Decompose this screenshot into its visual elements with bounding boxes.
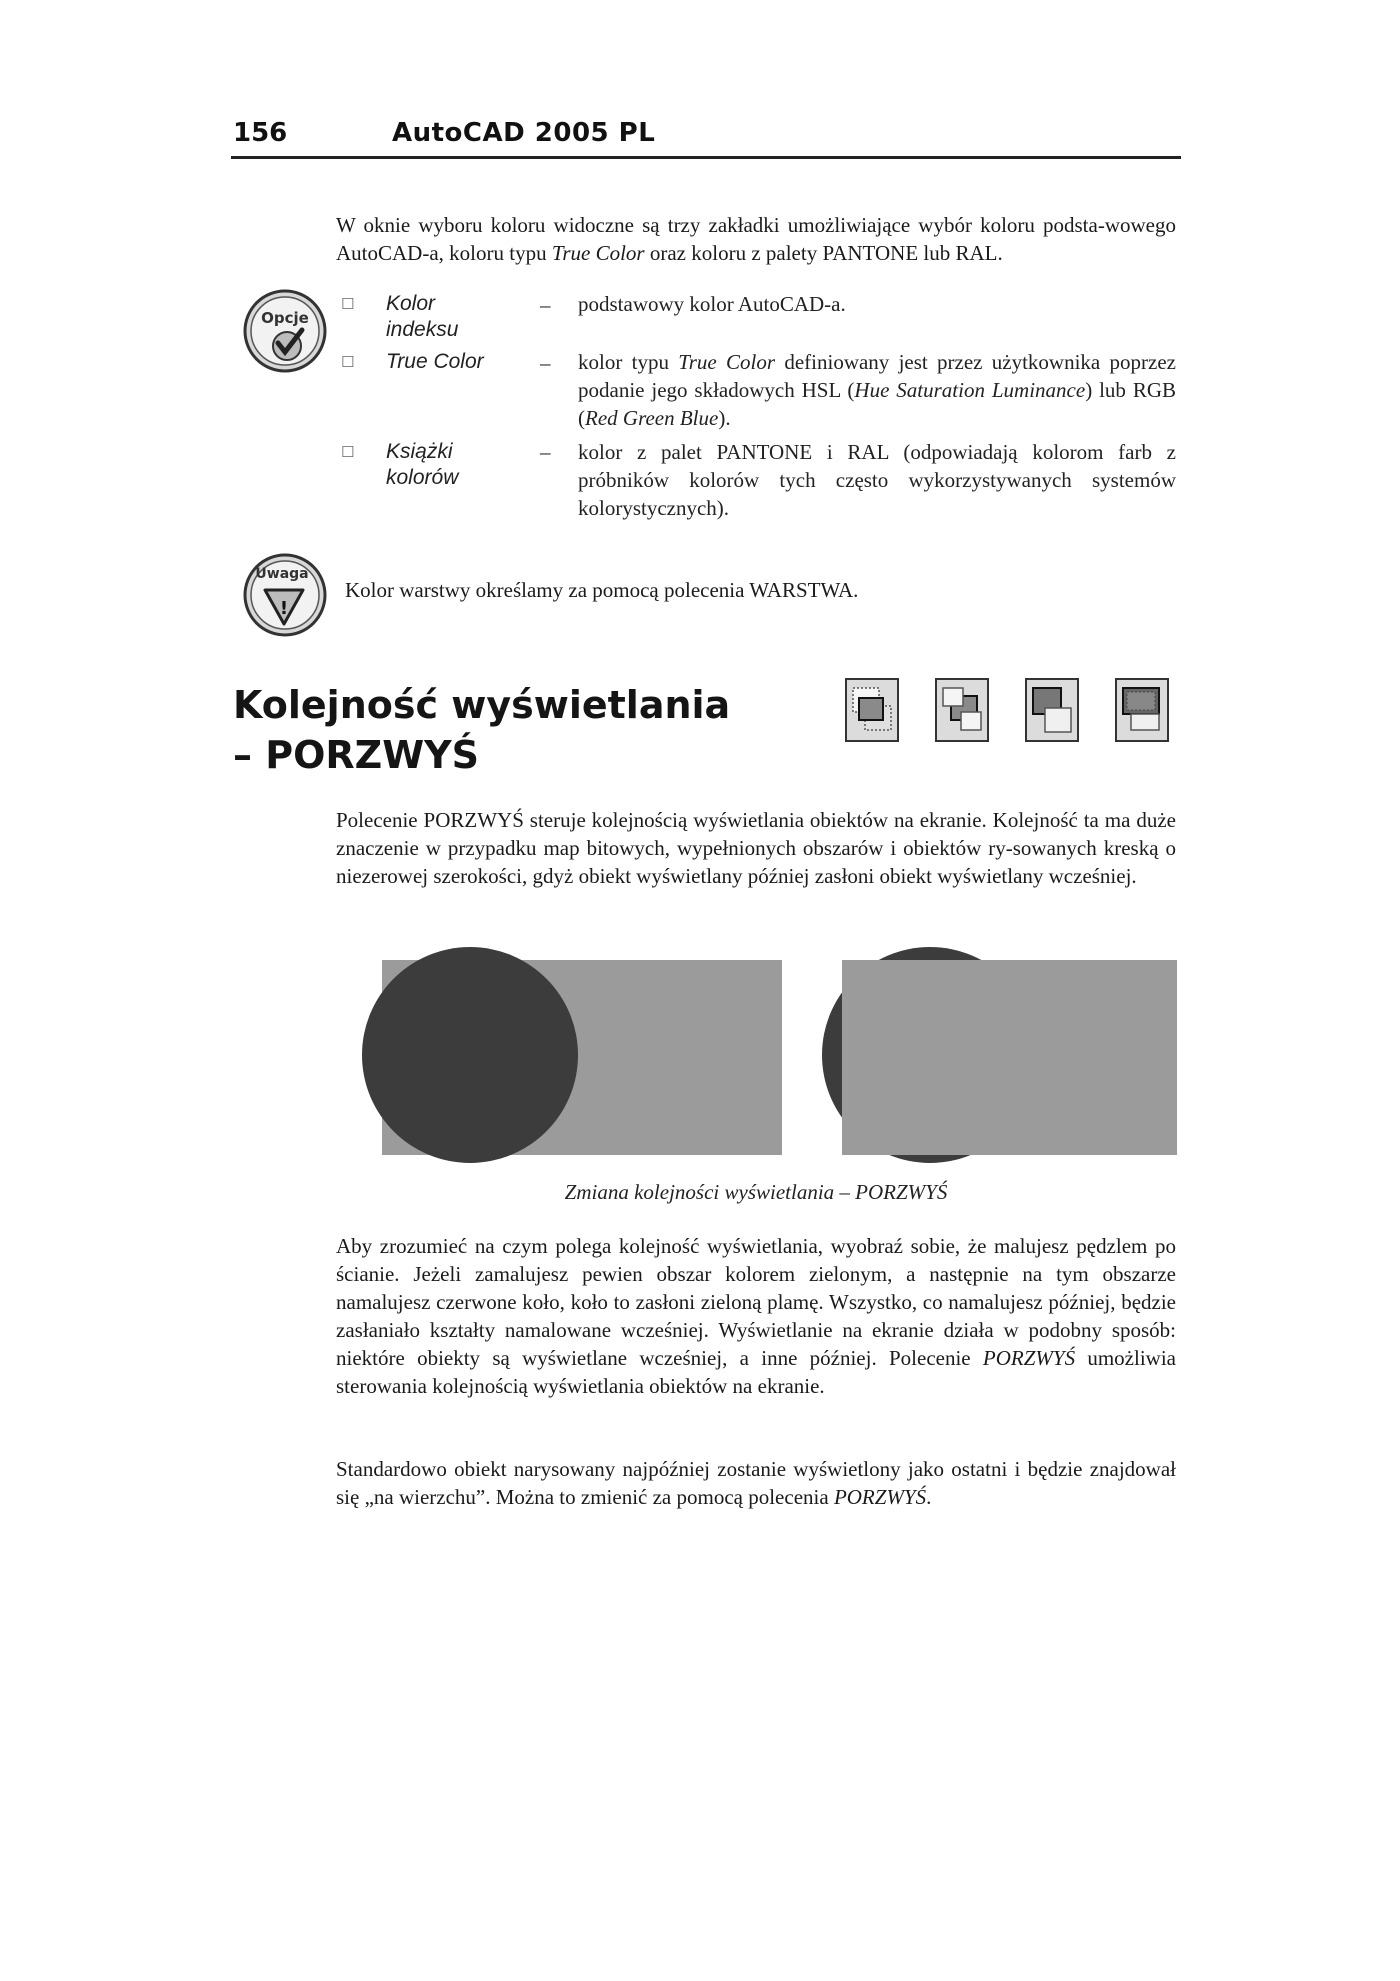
desc-text: ) lub RGB ( bbox=[578, 378, 1176, 430]
para-italic: PORZWYŚ bbox=[833, 1485, 927, 1509]
desc-text: kolor typu bbox=[578, 350, 679, 374]
intro-paragraph bbox=[336, 211, 1176, 267]
checkbox-icon: ☐ bbox=[341, 295, 355, 313]
para-text: umożliwia sterowania kolejnością wyświetlania obiektów na ekranie. bbox=[336, 1346, 1176, 1398]
draw-order-toolbar bbox=[845, 678, 1173, 748]
checkbox-icon: ☐ bbox=[341, 353, 355, 371]
checkbox-icon: ☐ bbox=[341, 443, 355, 461]
svg-text:Opcje: Opcje bbox=[261, 309, 309, 327]
options-badge-icon bbox=[242, 288, 328, 374]
circle-shape bbox=[362, 947, 578, 1163]
note-text: Kolor warstwy określamy za pomocą polecenia WARSTWA. bbox=[345, 578, 859, 602]
option-dash: – bbox=[540, 351, 551, 375]
option-term-color-books: Książki kolorów bbox=[386, 440, 459, 489]
intro-text: W oknie wyboru koloru widoczne są trzy zakładki umożliwiające wybór koloru podsta-wowego AutoCAD-a, koloru typu bbox=[336, 213, 1176, 265]
warning-badge-icon bbox=[242, 552, 328, 638]
paragraph-draw-order: Polecenie PORZWYŚ steruje kolejnością wyświetlania obiektów na ekranie. Kolejność ta ma duże znaczenie w przypadku map bitowych, wypełnionych obszarów i obiektów ry-sowanych kreską o niezerowej szerokości, gdyż obiekt wyświetlany później zasłoni obiekt wyświetlany wcześniej. bbox=[336, 808, 1176, 888]
desc-italic: Red Green Blue bbox=[585, 406, 719, 430]
header-rule bbox=[231, 156, 1181, 159]
paragraph-painting-analogy bbox=[336, 1232, 1176, 1400]
section-heading-line: Kolejność wyświetlania bbox=[233, 683, 731, 727]
option-term-color-index: Kolor indeksu bbox=[386, 292, 459, 341]
desc-italic: True Color bbox=[678, 350, 776, 374]
para-text: . bbox=[926, 1485, 932, 1509]
option-dash: – bbox=[540, 440, 551, 464]
option-desc-color-index: podstawowy kolor AutoCAD-a. bbox=[578, 292, 846, 316]
option-desc-true-color bbox=[578, 348, 1176, 432]
bring-above-objects-icon[interactable] bbox=[1025, 678, 1079, 742]
desc-italic: Hue Saturation Luminance bbox=[854, 378, 1086, 402]
para-text: Standardowo obiekt narysowany najpóźniej zostanie wyświetlony jako ostatni i będzie znajdował się „na wierzchu”. Można to zmienić za pomocą polecenia bbox=[336, 1457, 1176, 1509]
option-term-true-color: True Color bbox=[386, 350, 484, 373]
page-number: 156 bbox=[233, 118, 288, 148]
intro-italic: True Color bbox=[551, 241, 645, 265]
section-heading-line: – PORZWYŚ bbox=[233, 733, 479, 777]
para-italic: PORZWYŚ bbox=[982, 1346, 1076, 1370]
figure-caption: Zmiana kolejności wyświetlania – PORZWYŚ bbox=[564, 1180, 948, 1204]
desc-text: ). bbox=[718, 406, 731, 430]
para-text: Aby zrozumieć na czym polega kolejność wyświetlania, wyobraź sobie, że malujesz pędzlem po ścianie. Jeżeli zamalujesz pewien obszar kolorem zielonym, a następnie na tym obszarze namalujesz czerwone koło, koło to zasłoni zieloną plamę. Wszystko, co namalujesz później, będzie zasłaniało kształty namalowane wcześniej. Wyświetlanie na ekranie działa w podobny sposób: niektóre obiekty są wyświetlane wcześniej, a inne później. Polecenie bbox=[336, 1234, 1176, 1370]
bring-to-front-icon[interactable] bbox=[845, 678, 899, 742]
rectangle-shape bbox=[842, 960, 1177, 1155]
send-under-objects-icon[interactable] bbox=[1115, 678, 1169, 742]
book-title: AutoCAD 2005 PL bbox=[392, 118, 656, 148]
svg-text:Uwaga: Uwaga bbox=[255, 566, 309, 582]
paragraph-standard-order bbox=[336, 1455, 1176, 1511]
send-to-back-icon[interactable] bbox=[935, 678, 989, 742]
section-heading bbox=[233, 680, 730, 780]
draw-order-figure bbox=[350, 945, 1180, 1175]
option-dash: – bbox=[540, 293, 551, 317]
intro-text-end: oraz koloru z palety PANTONE lub RAL. bbox=[644, 241, 1003, 265]
svg-text:!: ! bbox=[279, 598, 289, 619]
option-desc-color-books: kolor z palet PANTONE i RAL (odpowiadają kolorom farb z próbników kolorów tych często wykorzystywanych systemów kolorystycznych). bbox=[578, 440, 1176, 520]
desc-text: definiowany jest przez użytkownika poprzez podanie jego składowych HSL ( bbox=[578, 350, 1176, 402]
